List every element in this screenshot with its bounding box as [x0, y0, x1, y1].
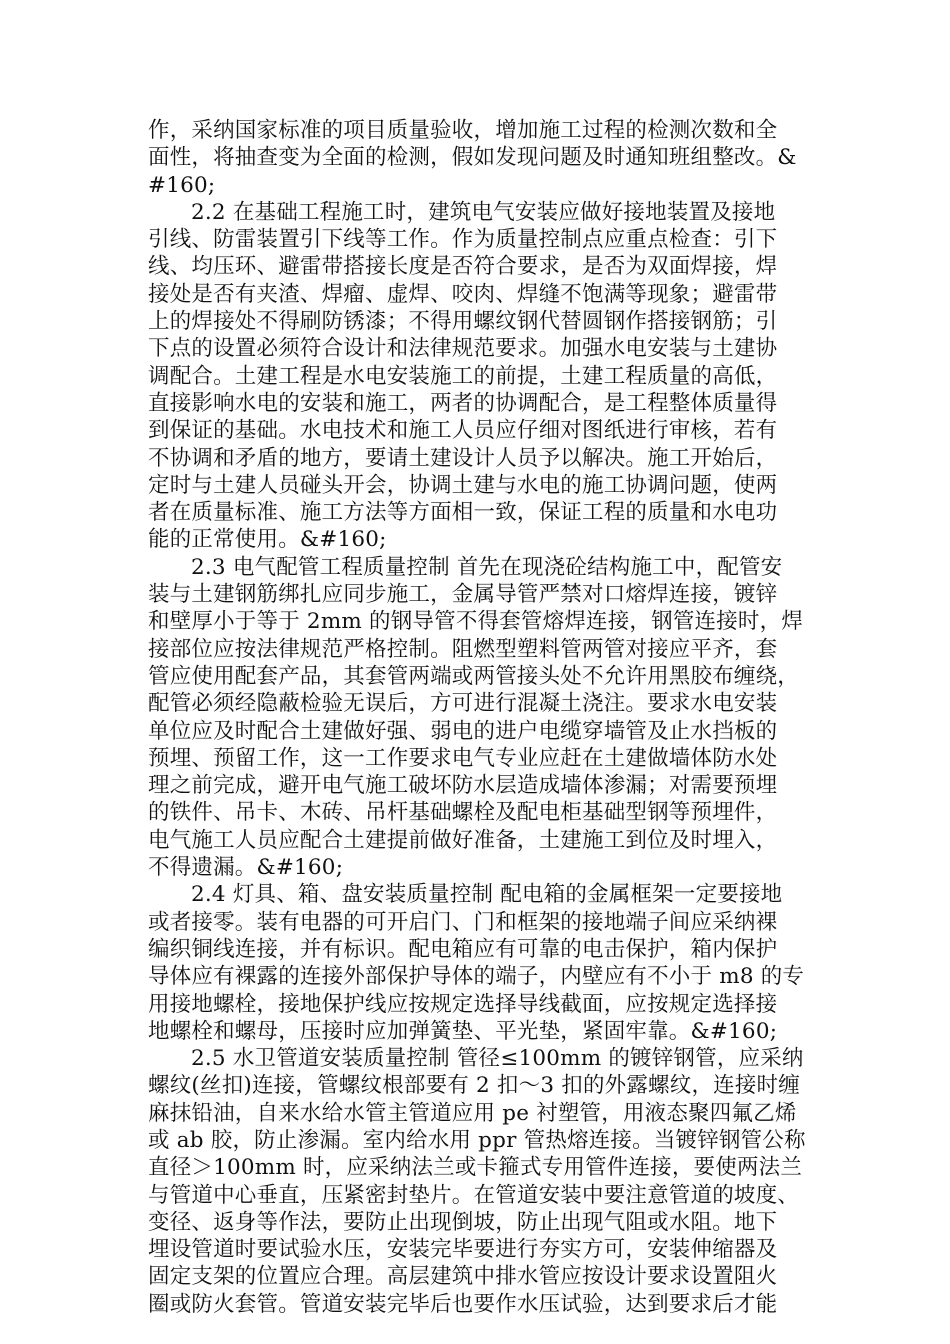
- text-line: 管应使用配套产品，其套管两端或两管接头处不允许用黑胶布缠绕，: [148, 663, 800, 689]
- text-line: 装与土建钢筋绑扎应同步施工，金属导管严禁对口熔焊连接，镀锌: [148, 582, 778, 608]
- text-line: 埋设管道时要试验水压，安装完毕要进行夯实方可，安装伸缩器及: [148, 1237, 778, 1263]
- text-line: 电气施工人员应配合土建提前做好准备，土建施工到位及时埋入，: [148, 827, 778, 853]
- section-2-4-start: 2.4 灯具、箱、盘安装质量控制 配电箱的金属框架一定要接地: [191, 882, 783, 908]
- text-line: #160;: [148, 172, 216, 198]
- section-2-3-start: 2.3 电气配管工程质量控制 首先在现浇砼结构施工中，配管安: [191, 554, 783, 580]
- text-line: 线、均压环、避雷带搭接长度是否符合要求，是否为双面焊接，焊: [148, 254, 778, 280]
- text-line: 直接影响水电的安装和施工，两者的协调配合，是工程整体质量得: [148, 390, 778, 416]
- text-line: 引线、防雷装置引下线等工作。作为质量控制点应重点检查：引下: [148, 227, 778, 253]
- text-line: 的铁件、吊卡、木砖、吊杆基础螺栓及配电柜基础型钢等预埋件，: [148, 800, 778, 826]
- text-line: 或者接零。装有电器的可开启门、门和框架的接地端子间应采纳裸: [148, 909, 778, 935]
- text-line: 到保证的基础。水电技术和施工人员应仔细对图纸进行审核，若有: [148, 418, 778, 444]
- text-line: 作，采纳国家标准的项目质量验收，增加施工过程的检测次数和全: [148, 118, 778, 143]
- text-line: 下点的设置必须符合设计和法律规范要求。加强水电安装与土建协: [148, 336, 778, 362]
- text-line: 与管道中心垂直，压紧密封垫片。在管道安装中要注意管道的坡度、: [148, 1182, 800, 1208]
- text-line: 预埋、预留工作，这一工作要求电气专业应赶在土建做墙体防水处: [148, 745, 778, 771]
- text-line: 接处是否有夹渣、焊瘤、虚焊、咬肉、焊缝不饱满等现象；避雷带: [148, 281, 778, 307]
- text-line: 单位应及时配合土建做好强、弱电的进户电缆穿墙管及止水挡板的: [148, 718, 778, 744]
- text-line: 不得遗漏。&#160;: [148, 855, 344, 881]
- text-line: 圈或防火套管。管道安装完毕后也要作水压试验，达到要求后才能: [148, 1291, 778, 1317]
- text-line: 或 ab 胶，防止渗漏。室内给水用 ppr 管热熔连接。当镀锌钢管公称: [148, 1127, 806, 1153]
- section-2-2-start: 2.2 在基础工程施工时，建筑电气安装应做好接地装置及接地: [191, 199, 776, 225]
- body-text: [148, 117, 808, 1318]
- text-line: 直径＞100mm 时，应采纳法兰或卡箍式专用管件连接，要使两法兰: [148, 1155, 803, 1181]
- text-line: 面性，将抽查变为全面的检测，假如发现问题及时通知班组整改。&: [148, 145, 797, 171]
- text-line: 理之前完成，避开电气施工破坏防水层造成墙体渗漏；对需要预埋: [148, 773, 778, 799]
- text-line: 能的正常使用。&#160;: [148, 527, 387, 553]
- text-line: 和壁厚小于等于 2mm 的钢导管不得套管熔焊连接，钢管连接时，焊: [148, 609, 804, 635]
- text-line: 调配合。土建工程是水电安装施工的前提，土建工程质量的高低，: [148, 363, 778, 389]
- text-line: 上的焊接处不得刷防锈漆；不得用螺纹钢代替圆钢作搭接钢筋；引: [148, 309, 778, 335]
- text-line: 螺纹(丝扣)连接，管螺纹根部要有 2 扣～3 扣的外露螺纹，连接时缠: [148, 1073, 800, 1099]
- text-line: 固定支架的位置应合理。高层建筑中排水管应按设计要求设置阻火: [148, 1264, 778, 1290]
- text-line: 用接地螺栓，接地保护线应按规定选择导线截面，应按规定选择接: [148, 991, 778, 1017]
- text-line: 不协调和矛盾的地方，要请土建设计人员予以解决。施工开始后，: [148, 445, 778, 471]
- text-line: 配管必须经隐蔽检验无误后，方可进行混凝土浇注。要求水电安装: [148, 691, 778, 717]
- text-line: 者在质量标准、施工方法等方面相一致，保证工程的质量和水电功: [148, 500, 778, 526]
- text-line: 地螺栓和螺母，压接时应加弹簧垫、平光垫，紧固牢靠。&#160;: [148, 1018, 778, 1044]
- text-line: 麻抹铅油，自来水给水管主管道应用 pe 衬塑管，用液态聚四氟乙烯: [148, 1100, 797, 1126]
- text-line: 定时与土建人员碰头开会，协调土建与水电的施工协调问题，使两: [148, 472, 778, 498]
- text-line: 编织铜线连接，并有标识。配电箱应有可靠的电击保护，箱内保护: [148, 936, 778, 962]
- text-line: 导体应有裸露的连接外部保护导体的端子，内壁应有不小于 m8 的专: [148, 964, 805, 990]
- text-line: 变径、返身等作法，要防止出现倒坡，防止出现气阻或水阻。地下: [148, 1209, 778, 1235]
- section-2-5-start: 2.5 水卫管道安装质量控制 管径≤100mm 的镀锌钢管，应采纳: [191, 1046, 804, 1072]
- text-line: 接部位应按法律规范严格控制。阻燃型塑料管两管对接应平齐，套: [148, 636, 778, 662]
